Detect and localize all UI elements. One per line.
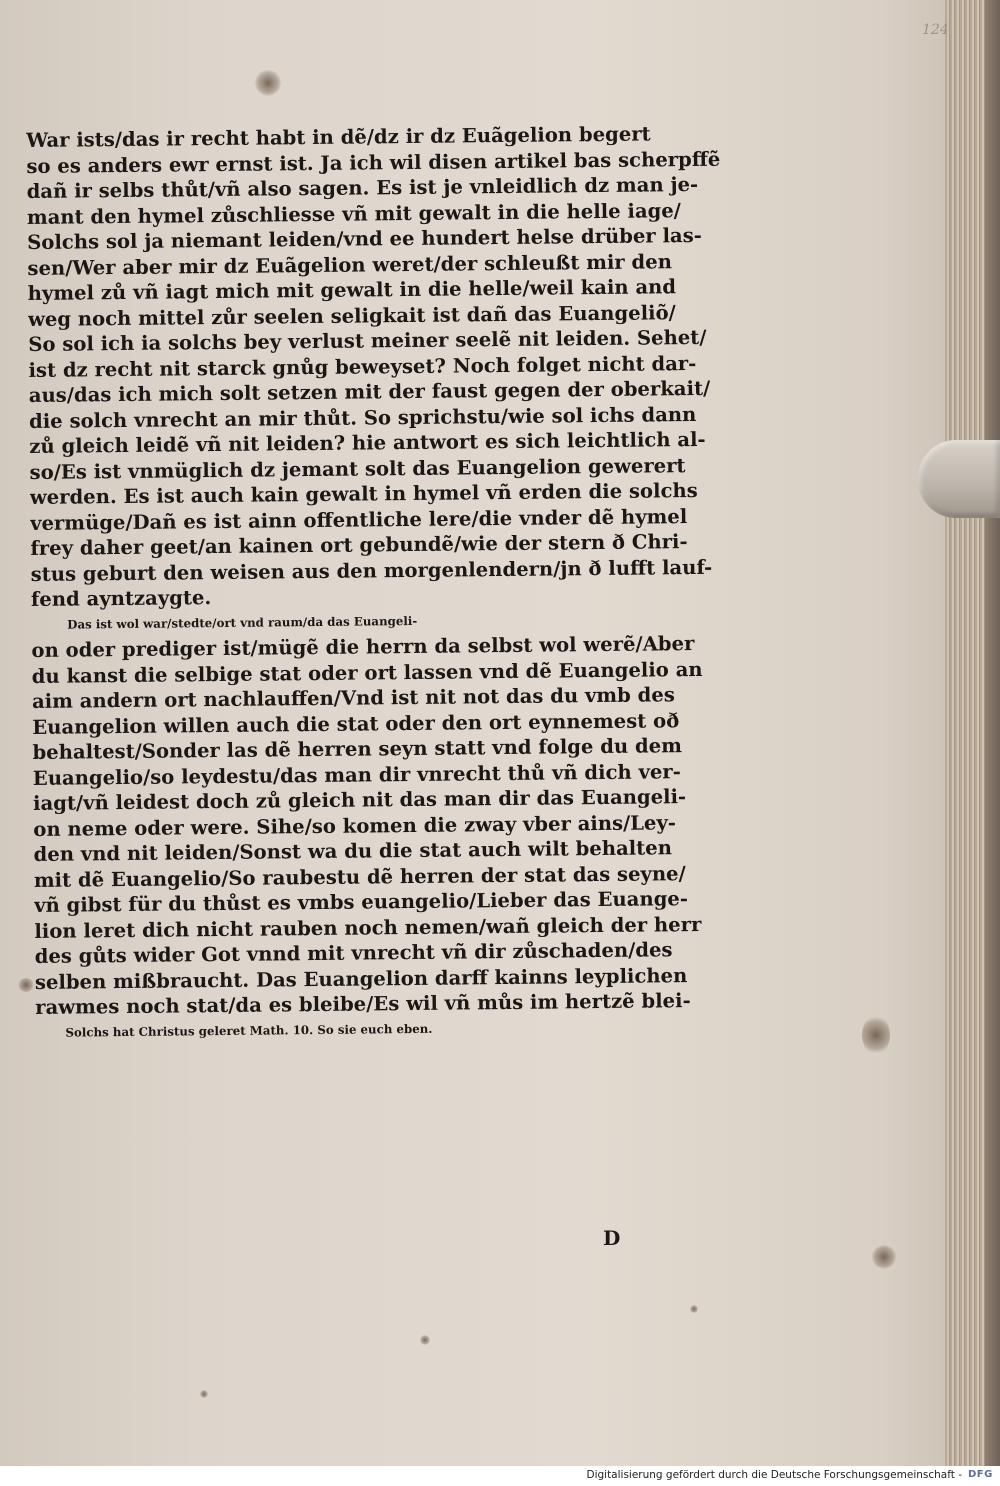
text-line: aus/das ich mich solt setzen mit der faust gegen der oberkait/ xyxy=(28,376,711,407)
text-line: on neme oder were. Sihe/so komen die zway vber ains/Ley- xyxy=(33,810,677,841)
page-edges xyxy=(945,0,985,1466)
text-line: vermüge/Dañ es ist ainn offentliche lere/die vnder dẽ hymel xyxy=(30,504,688,535)
text-line: frey daher geet/an kainen ort gebundẽ/wie der stern ð Chri- xyxy=(30,530,688,560)
ink-stain xyxy=(255,70,281,96)
text-line: War ists/das ir recht habt in dẽ/dz ir dz Euãgelion begert xyxy=(26,122,651,152)
ink-stain xyxy=(862,1015,890,1055)
text-line: so/Es ist vnmüglich dz jemant solt das Euangelion gewerert xyxy=(29,453,686,484)
text-line: Solchs hat Christus geleret Math. 10. So sie euch eben. xyxy=(65,1021,433,1040)
folio-number: 124 xyxy=(922,22,949,38)
text-line: Euangelion willen auch die stat oder den ort eynnemest oð xyxy=(32,708,680,739)
text-line: Solchs sol ja niemant leiden/vnd ee hundert helse drüber las- xyxy=(27,223,702,254)
text-line: lion leret dich nicht rauben noch nemen/wañ gleich der herr xyxy=(34,912,702,943)
signature-mark: D xyxy=(603,1226,621,1250)
text-line: So sol ich ia solchs bey verlust meiner seelẽ nit leiden. Sehet/ xyxy=(28,325,707,356)
ink-stain xyxy=(872,1245,896,1269)
ink-stain xyxy=(420,1335,430,1345)
text-line: behaltest/Sonder las dẽ herren seyn statt vnd folge du dem xyxy=(32,734,682,764)
text-line: weg noch mittel zůr seelen seligkait ist dañ das Euangeliõ/ xyxy=(27,300,676,331)
text-line: fend ayntzaygte. xyxy=(30,586,212,611)
dfg-logo: DFG xyxy=(968,1469,993,1480)
text-line: iagt/vñ leidest doch zů gleich nit das man dir das Euangeli- xyxy=(32,785,687,815)
ink-stain xyxy=(18,978,34,992)
ink-stain xyxy=(690,1305,698,1313)
footer-bar xyxy=(0,1466,1000,1486)
text-line: zů gleich leidẽ vñ nit leiden? hie antwort es sich leichtlich al- xyxy=(29,427,706,458)
text-line: Das ist wol war/stedte/ort vnd raum/da das Euangeli- xyxy=(67,613,418,632)
text-line: hymel zů vñ iagt mich mit gewalt in die helle/weil kain and xyxy=(27,275,677,305)
funding-credit: Digitalisierung gefördert durch die Deutsche Forschungsgemeinschaft - xyxy=(586,1469,962,1481)
page-clip xyxy=(918,440,1000,518)
book-fore-edge xyxy=(985,0,1000,1466)
text-line: des gůts wider Got vnnd mit vnrecht vñ dir zůschaden/des xyxy=(34,938,673,968)
text-line: ist dz recht nit starck gnůg beweyset? Noch folget nicht dar- xyxy=(28,351,697,382)
text-line: so es anders ewr ernst ist. Ja ich wil disen artikel bas scherpffẽ xyxy=(26,147,721,178)
text-line: aim andern ort nachlauffen/Vnd ist nit not das du vmb des xyxy=(31,683,675,713)
text-line: on oder prediger ist/mügẽ die herrn da selbst wol werẽ/Aber xyxy=(31,632,695,662)
text-line: selben mißbraucht. Das Euangelion darff kainns leyplichen xyxy=(34,963,688,994)
text-line: sen/Wer aber mir dz Euãgelion weret/der schleußt mir den xyxy=(27,249,673,280)
text-line: mit dẽ Euangelio/So raubestu dẽ herren der stat das seyne/ xyxy=(33,861,686,892)
text-line: werden. Es ist auch kain gewalt in hymel vñ erden die solchs xyxy=(29,478,698,509)
text-line: dañ ir selbs thůt/vñ also sagen. Es ist je vnleidlich dz man je- xyxy=(26,172,699,203)
text-line: Euangelio/so leydestu/das man dir vnrecht thů vñ dich ver- xyxy=(32,759,681,790)
text-line: stus geburt den weisen aus den morgenlendern/jn ð lufft lauf- xyxy=(30,555,713,586)
text-line: rawmes noch stat/da es bleibe/Es wil vñ můs im hertzẽ blei- xyxy=(35,989,691,1019)
text-line: mant den hymel zůschliesse vñ mit gewalt in die helle iage/ xyxy=(26,198,682,229)
text-line: den vnd nit leiden/Sonst wa du die stat auch wilt behalten xyxy=(33,836,673,866)
text-line: die solch vnrecht an mir thůt. So sprichstu/wie sol ichs dann xyxy=(28,402,697,433)
body-text xyxy=(26,121,736,1046)
text-line: vñ gibst für du thůst es vmbs euangelio/Lieber das Euange- xyxy=(34,887,689,917)
text-line: du kanst die selbige stat oder ort lassen vnd dẽ Euangelio an xyxy=(31,657,703,688)
ink-stain xyxy=(200,1390,208,1398)
